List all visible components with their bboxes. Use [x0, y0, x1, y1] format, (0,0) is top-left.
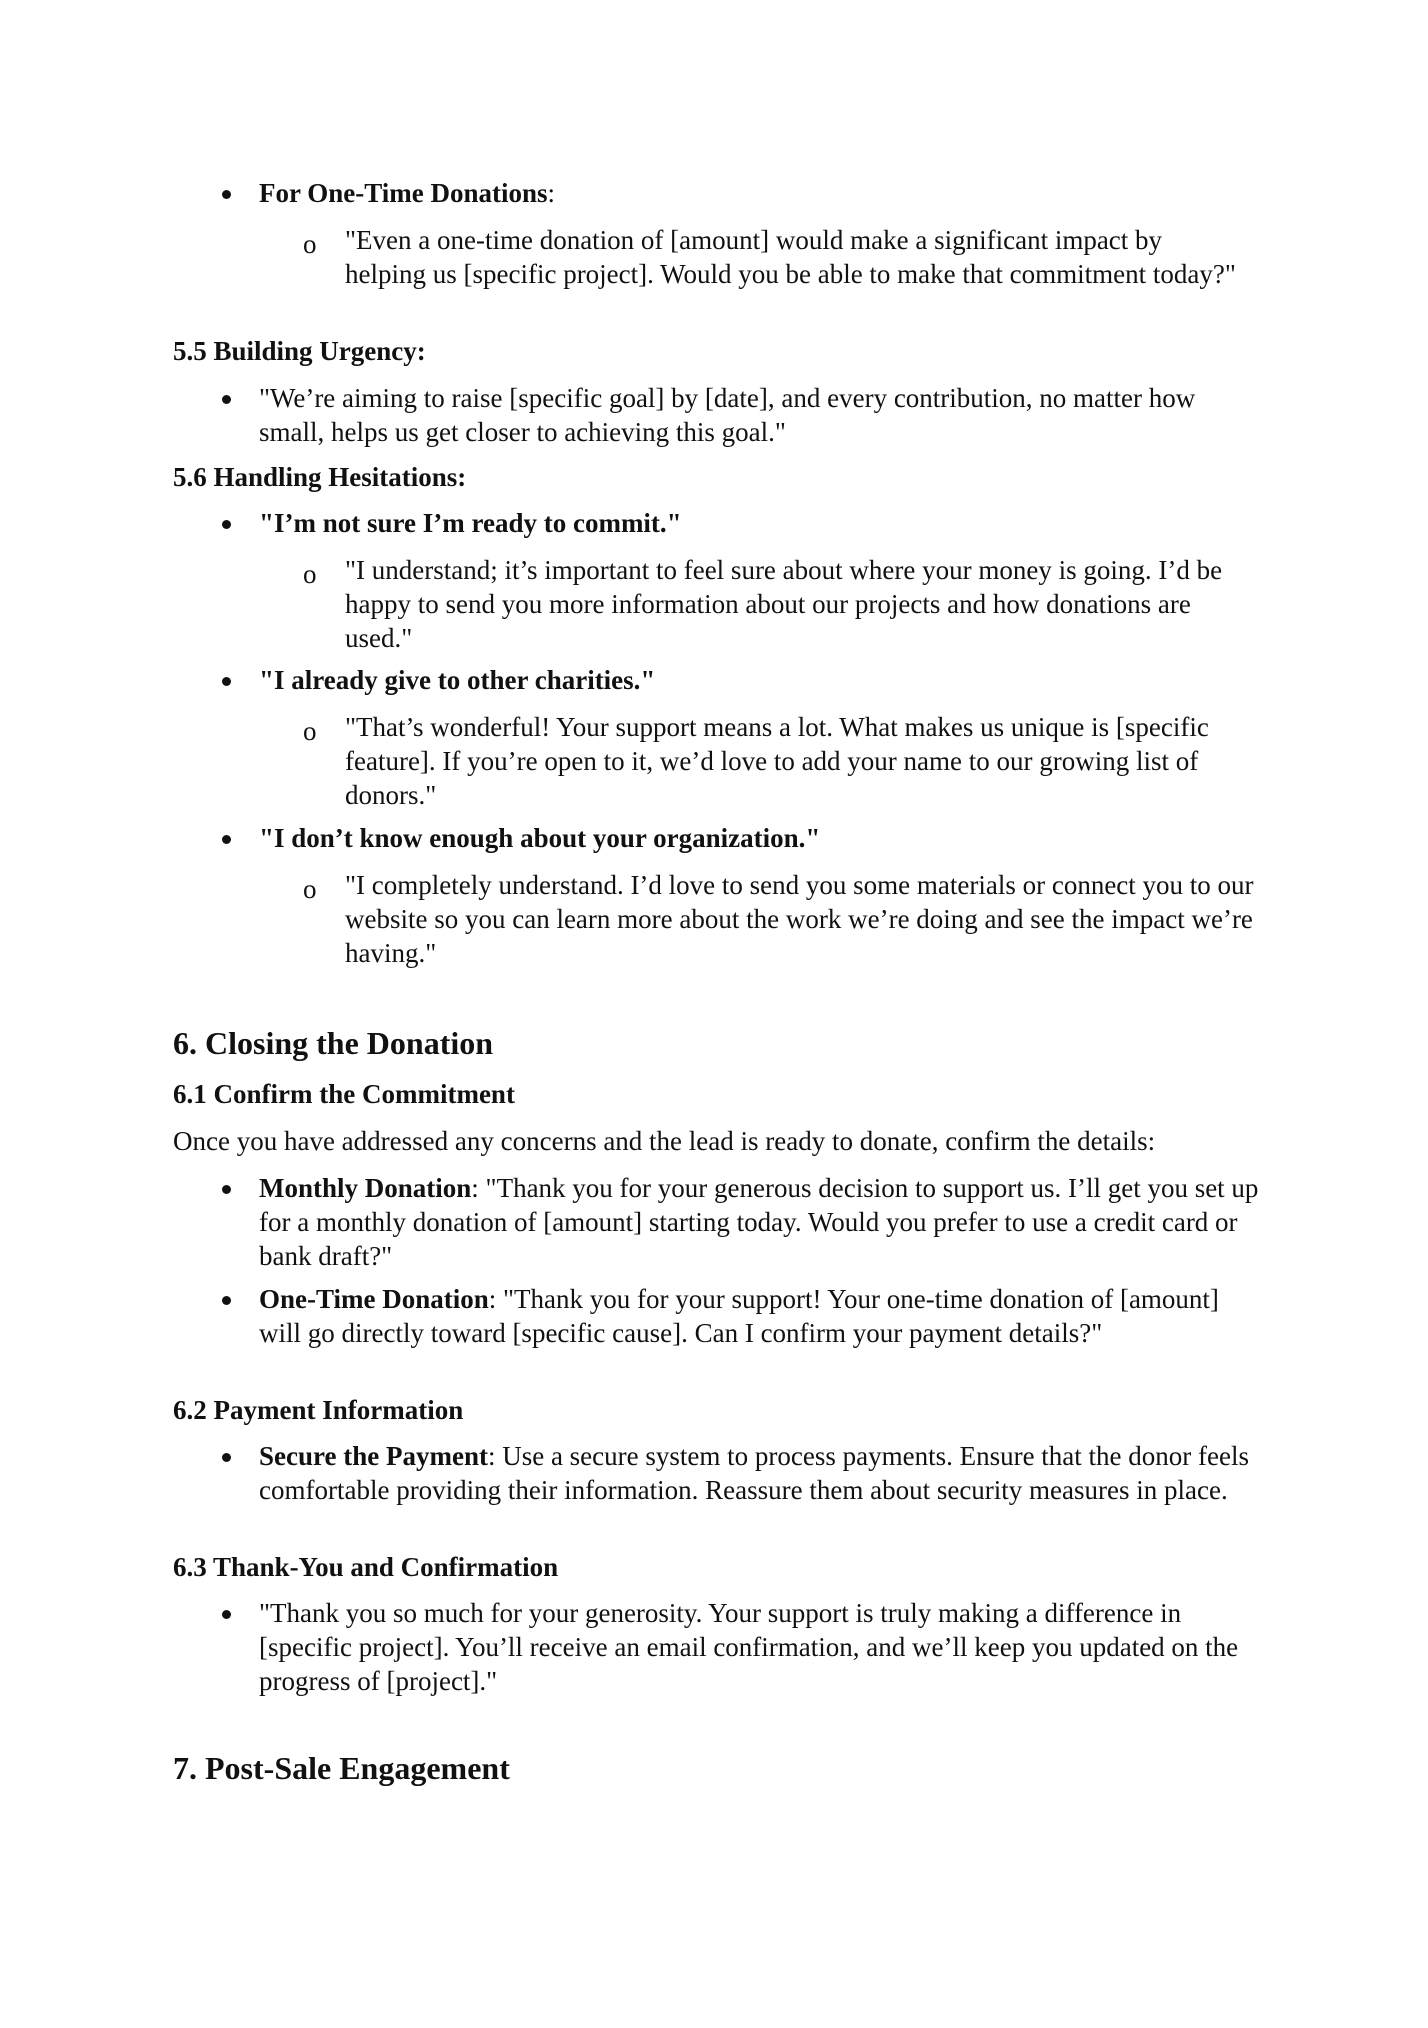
bullet-text: : "Thank you for your generous decision to support us. I’ll get you set up for a monthly donation of [amount] starting today. Would you prefer to use a credit card or bank draft?" [259, 1173, 1259, 1271]
bullet-dot [222, 1453, 231, 1462]
confirm-intro: Once you have addressed any concerns and the lead is ready to donate, confirm the details: [173, 1126, 1156, 1156]
bullet-dot [222, 677, 231, 686]
response-2: "That’s wonderful! Your support means a lot. What makes us unique is [specific feature]. If you’re open to it, we’d love to add your name to our growing list of donors." [345, 712, 1209, 810]
bullet-dot [222, 1610, 231, 1619]
bullet-dot [222, 520, 231, 529]
objection-3: "I don’t know enough about your organization." [259, 823, 821, 853]
bullet-dot [222, 835, 231, 844]
sub-bullet-marker: o [303, 229, 317, 259]
bullet-dot [222, 1296, 231, 1305]
bullet-suffix: : [547, 178, 556, 208]
onetime-quote: "Even a one-time donation of [amount] would make a significant impact by helping us [specific project]. Would you be able to make that commitment today?" [345, 225, 1236, 289]
heading-5-6: 5.6 Handling Hesitations: [173, 462, 467, 492]
bullet-label: Monthly Donation [259, 1173, 472, 1203]
bullet-label: Secure the Payment [259, 1441, 488, 1471]
heading-6: 6. Closing the Donation [173, 1025, 494, 1061]
bullet-secure-payment [259, 1439, 1269, 1507]
bullet-onetime-donations [259, 176, 1259, 210]
heading-6-2: 6.2 Payment Information [173, 1395, 464, 1425]
objection-1: "I’m not sure I’m ready to commit." [259, 508, 682, 538]
response-1: "I understand; it’s important to feel sure about where your money is going. I’d be happy to send you more information about our projects and how donations are used." [345, 555, 1223, 653]
bullet-label: One-Time Donation [259, 1284, 489, 1314]
bullet-text: : Use a secure system to process payments. Ensure that the donor feels comfortable providing their information. Reassure them about security measures in place. [259, 1441, 1249, 1505]
heading-6-1: 6.1 Confirm the Commitment [173, 1079, 515, 1109]
bullet-monthly-donation [259, 1171, 1259, 1273]
bullet-text: : "Thank you for your support! Your one-time donation of [amount] will go directly toward [specific cause]. Can I confirm your payment details?" [259, 1284, 1219, 1348]
response-3: "I completely understand. I’d love to send you some materials or connect you to our website so you can learn more about the work we’re doing and see the impact we’re having." [345, 870, 1254, 968]
heading-5-5: 5.5 Building Urgency: [173, 336, 426, 366]
sub-bullet-marker: o [303, 559, 317, 589]
bullet-onetime-donation [259, 1282, 1229, 1350]
bullet-label: For One-Time Donations [259, 178, 548, 208]
heading-6-3: 6.3 Thank-You and Confirmation [173, 1552, 559, 1582]
objection-2: "I already give to other charities." [259, 665, 656, 695]
urgency-quote: "We’re aiming to raise [specific goal] by [date], and every contribution, no matter how small, helps us get closer to achieving this goal." [259, 383, 1196, 447]
bullet-dot [222, 190, 231, 199]
heading-7: 7. Post-Sale Engagement [173, 1750, 510, 1786]
bullet-dot [222, 395, 231, 404]
sub-bullet-marker: o [303, 874, 317, 904]
bullet-dot [222, 1185, 231, 1194]
thanks-quote: "Thank you so much for your generosity. Your support is truly making a difference in [specific project]. You’ll receive an email confirmation, and we’ll keep you updated on the progress of [project]." [259, 1598, 1239, 1696]
sub-bullet-marker: o [303, 716, 317, 746]
